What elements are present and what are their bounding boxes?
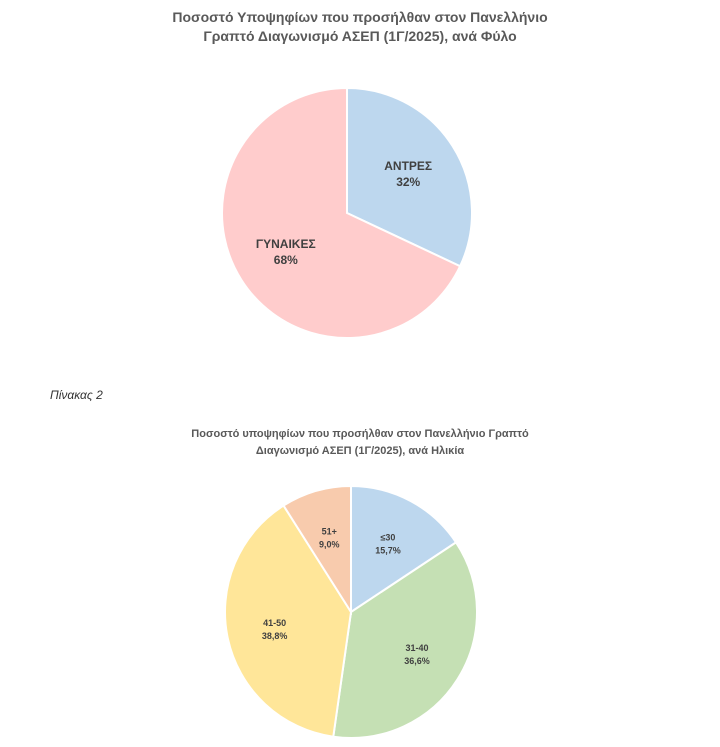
table-caption: Πίνακας 2 [50,388,103,402]
gender-slice-slice-1-label: ΑΝΤΡΕΣ [384,159,433,174]
age-slice-31-40-value: 36,6% [404,656,430,667]
age-slice-51-value: 9,0% [318,539,340,550]
age-slice-41-50-label: 41-50 [263,617,287,628]
gender-chart-title [0,8,720,46]
age-chart-title-line-2: Διαγωνισμό ΑΣΕΠ (1Γ/2025), ανά Ηλικία [255,445,465,457]
age-slice-30-value: 15,7% [375,545,401,556]
age-chart-title-line-1: Ποσοστό υποψηφίων που προσήλθαν στον Πανελλήνιο Γραπτό [191,428,529,440]
age-slice-51-label: 51+ [321,526,337,537]
age-slice-31-40-label: 31-40 [405,643,429,654]
age-chart-title [0,426,720,460]
age-pie-chart [0,482,720,744]
gender-pie-chart [0,80,720,350]
gender-chart-title-line-1: Ποσοστό Υποψηφίων που προσήλθαν στον Πανελλήνιο [172,9,548,25]
age-slice-30-label: ≤30 [380,532,396,543]
age-slice-41-50-value: 38,8% [261,630,288,641]
gender-slice-slice-2-label: ΓΥΝΑΙΚΕΣ [255,236,316,251]
gender-slice-slice-2-value: 68% [273,252,298,267]
gender-chart-title-line-2: Γραπτό Διαγωνισμό ΑΣΕΠ (1Γ/2025), ανά Φύλο [203,28,517,44]
gender-slice-slice-1-value: 32% [396,175,421,190]
